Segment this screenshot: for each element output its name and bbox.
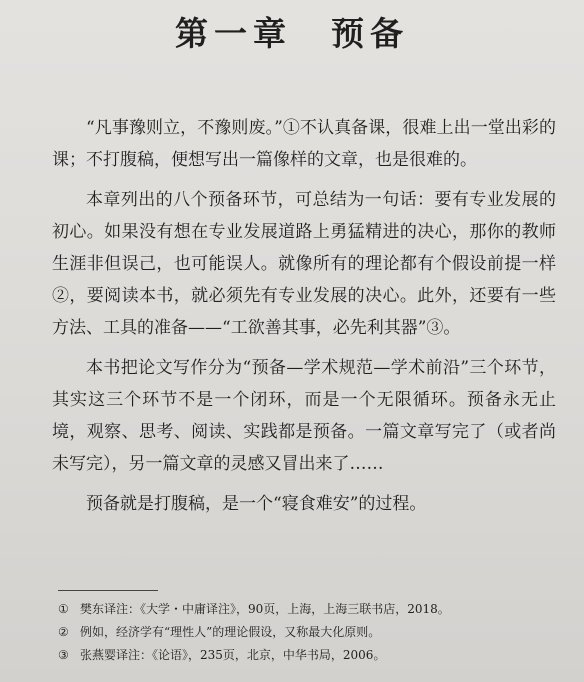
paragraph-1: “凡事豫则立，不豫则废。”①不认真备课，很难上出一堂出彩的课；不打腹稿，便想写出一篇像样的文章，也是很难的。 bbox=[52, 118, 556, 170]
footnote-mark: ③ bbox=[58, 648, 69, 662]
paragraph-3: 本书把论文写作分为“预备—学术规范—学术前沿”三个环节，其实这三个环节不是一个闭环，而是一个无限循环。预备永无止境，观察、思考、阅读、实践都是预备。一篇文章写完了（或者尚未写完），另一篇文章的灵感又冒出来了…… bbox=[52, 358, 556, 474]
footnote-1 bbox=[58, 598, 558, 621]
footnote-divider bbox=[58, 590, 158, 591]
footnotes bbox=[58, 598, 558, 667]
footnote-2 bbox=[58, 621, 558, 644]
footnote-mark: ① bbox=[58, 602, 69, 616]
chapter-body bbox=[52, 112, 556, 528]
chapter-title: 第一章 预备 bbox=[175, 14, 409, 53]
footnote-text: 张燕婴译注：《论语》，235页，北京，中华书局，2006。 bbox=[80, 648, 386, 662]
footnote-mark: ② bbox=[58, 625, 69, 639]
footnote-text: 例如，经济学有“理性人”的理论假设，又称最大化原则。 bbox=[80, 625, 381, 639]
footnote-text: 樊东译注：《大学・中庸译注》，90页，上海，上海三联书店，2018。 bbox=[80, 602, 450, 616]
footnote-3 bbox=[58, 644, 558, 667]
paragraph-4: 预备就是打腹稿，是一个“寝食难安”的过程。 bbox=[86, 494, 427, 514]
paragraph-2: 本章列出的八个预备环节，可总结为一句话：要有专业发展的初心。如果没有想在专业发展道路上勇猛精进的决心，那你的教师生涯非但误己，也可能误人。就像所有的理论都有个假设前提一样②，要阅读本书，就必须先有专业发展的决心。此外，还要有一些方法、工具的准备——“工欲善其事，必先利其器”③。 bbox=[52, 190, 556, 338]
